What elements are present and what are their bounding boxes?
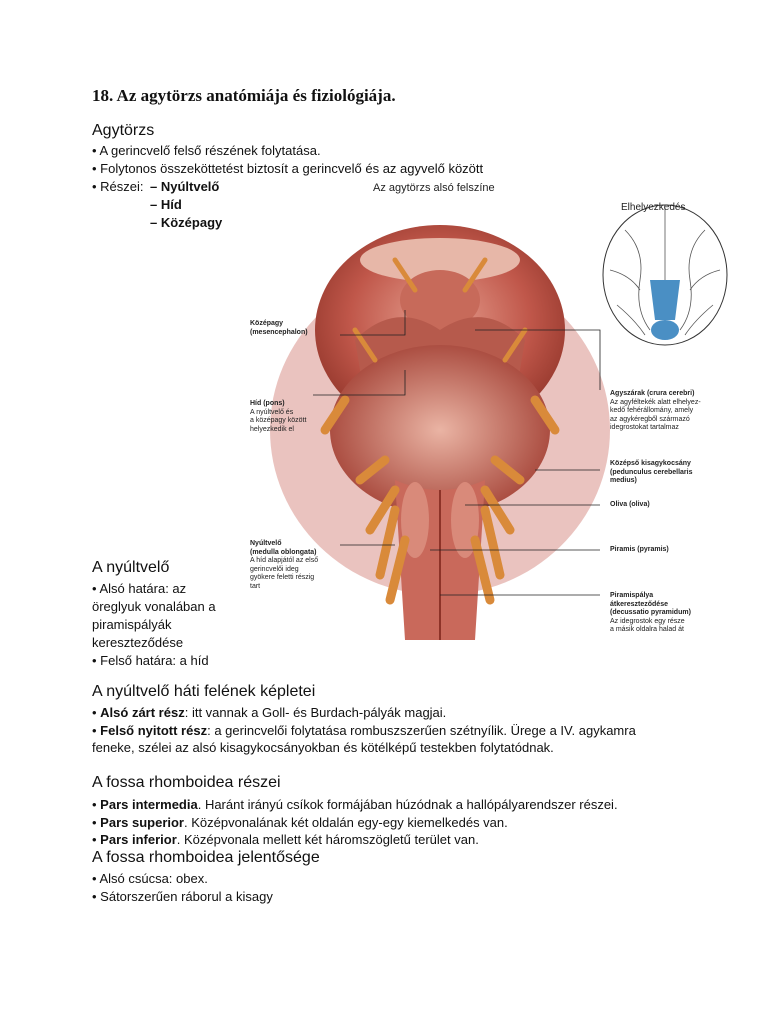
label-nyultvelo-line-5: gyökere feletti részig (250, 574, 315, 581)
section-heading-agytorzs: Agytörzs (92, 122, 155, 139)
label-hid (250, 400, 306, 434)
label-nyultvelo-line-3: A híd alapjától az első (250, 557, 319, 564)
label-piramispalya-line-3: (decussatio pyramidum) (610, 609, 691, 616)
fossa-item-3-term: Pars inferior (100, 832, 177, 847)
label-kozepso-line-1: Középső kisagykocsány (610, 460, 691, 467)
label-agyszarak-line-2: Az agyféltekék alatt elhelyez- (610, 398, 701, 406)
label-kozepso-line-2: (pedunculus cerebellaris (610, 468, 693, 476)
label-piramis (610, 546, 669, 555)
bullet-1: • A gerincvelő felső részének folytatása. (92, 143, 321, 158)
section-heading-hati-felenek: A nyúltvelő háti felének képletei (92, 683, 316, 700)
label-oliva-line-1: Oliva (oliva) (610, 501, 650, 508)
nyultvelo-line-4: kereszteződése (92, 635, 184, 650)
section-heading-fossa-reszei: A fossa rhomboidea részei (92, 774, 281, 791)
hati-bullet-1 (92, 704, 446, 722)
figure-title: Az agytörzs alsó felszíne (373, 182, 495, 194)
label-oliva (610, 501, 650, 510)
hati-bullet-2-text: : a gerincvelői folytatása rombuszszerűen szétnyílik. Ürege a IV. agykamra (207, 723, 636, 738)
bullet-parts-label: • Részei: (92, 179, 144, 194)
hati-bullet-1-term: Alsó zárt rész (100, 705, 185, 720)
label-hid-line-3: a középagy között (250, 417, 307, 424)
label-piramis-line-1: Piramis (pyramis) (610, 546, 669, 553)
jelentosege-bullet-2: • Sátorszerűen ráborul a kisagy (92, 889, 273, 904)
fossa-item-3-marker: • (92, 832, 101, 847)
label-agyszarak-line-1: Agyszárak (crura cerebri) (610, 390, 695, 397)
label-nyultvelo (250, 540, 318, 591)
label-nyultvelo-line-4: gerincvelői ideg (250, 565, 299, 573)
hati-bullet-1-text: : itt vannak a Goll- és Burdach-pályák magjai. (184, 705, 447, 720)
section-heading-fossa-jelentosege: A fossa rhomboidea jelentősége (92, 849, 320, 866)
label-piramispalya (610, 592, 691, 635)
label-agyszarak-line-3: kedő fehérállomány, amely (610, 407, 694, 414)
fossa-item-1-term: Pars intermedia (100, 797, 198, 812)
fossa-item-2-term: Pars superior (100, 815, 184, 830)
label-agyszarak (610, 390, 701, 433)
hati-bullet-2-marker: • (92, 723, 101, 738)
part-nyultvelo: – Nyúltvelő (150, 179, 220, 194)
fossa-item-3 (92, 831, 479, 849)
nyultvelo-line-1: • Alsó határa: az (92, 581, 187, 596)
fossa-item-1-text: . Haránt irányú csíkok formájában húzódnak a hallópályarendszer részei. (197, 797, 618, 812)
label-agyszarak-line-5: idegrostokat tartalmaz (610, 424, 679, 431)
label-piramispalya-line-1: Piramispálya (610, 592, 654, 599)
part-hid: – Híd (150, 197, 182, 212)
label-nyultvelo-line-6: tart (250, 582, 261, 590)
label-piramispalya-line-4: Az idegrostok egy része (610, 617, 685, 625)
label-kozepso-line-3: medius) (610, 477, 637, 484)
label-hid-line-4: helyezkedik el (250, 425, 294, 433)
fossa-item-2 (92, 814, 508, 832)
fossa-item-3-text: . Középvonala mellett két háromszögletű terület van. (176, 832, 479, 847)
page-title: 18. Az agytörzs anatómiája és fiziológiája. (92, 86, 396, 105)
label-hid-line-2: A nyúltvelő és (250, 408, 294, 416)
hati-bullet-2-term: Felső nyitott rész (100, 723, 208, 738)
hati-bullet-2-cont: feneke, szélei az alsó kisagykocsányokban és kötélképű testekben folytatódnak. (92, 740, 554, 755)
fossa-item-1-marker: • (92, 797, 101, 812)
part-kozepagy: – Középagy (150, 215, 223, 230)
label-hid-line-1: Híd (pons) (250, 400, 285, 407)
nyultvelo-line-3: piramispályák (92, 617, 172, 632)
label-piramispalya-line-2: átkereszteződése (610, 600, 668, 608)
label-kozepagy-line-1: Középagy (250, 320, 284, 327)
hati-bullet-2 (92, 722, 636, 740)
section-heading-nyultvelo: A nyúltvelő (92, 559, 170, 576)
fossa-item-2-marker: • (92, 815, 101, 830)
nyultvelo-line-5: • Felső határa: a híd (92, 653, 209, 668)
label-kozepagy (250, 320, 308, 337)
bullet-2: • Folytonos összeköttetést biztosít a gerincvelő és az agyvelő között (92, 161, 484, 176)
fossa-item-2-text: . Középvonalának két oldalán egy-egy kiemelkedés van. (184, 815, 508, 830)
hati-bullet-1-marker: • (92, 705, 101, 720)
label-piramispalya-line-5: a másik oldalra halad át (610, 626, 684, 633)
nyultvelo-bullets (92, 580, 242, 670)
label-kozepso-kisagykocsany (610, 460, 692, 486)
jelentosege-bullet-1: • Alsó csúcsa: obex. (92, 871, 208, 886)
nyultvelo-line-2: öreglyuk vonalában a (92, 599, 216, 614)
inset-title: Elhelyezkedés (621, 202, 686, 213)
label-nyultvelo-line-1: Nyúltvelő (250, 540, 282, 547)
fossa-item-1 (92, 796, 618, 814)
label-kozepagy-line-2: (mesencephalon) (250, 328, 308, 336)
brainstem-figure (245, 180, 745, 650)
parts-list (150, 178, 222, 232)
label-nyultvelo-line-2: (medulla oblongata) (250, 548, 317, 556)
label-agyszarak-line-4: az agykéregből származó (610, 415, 690, 423)
